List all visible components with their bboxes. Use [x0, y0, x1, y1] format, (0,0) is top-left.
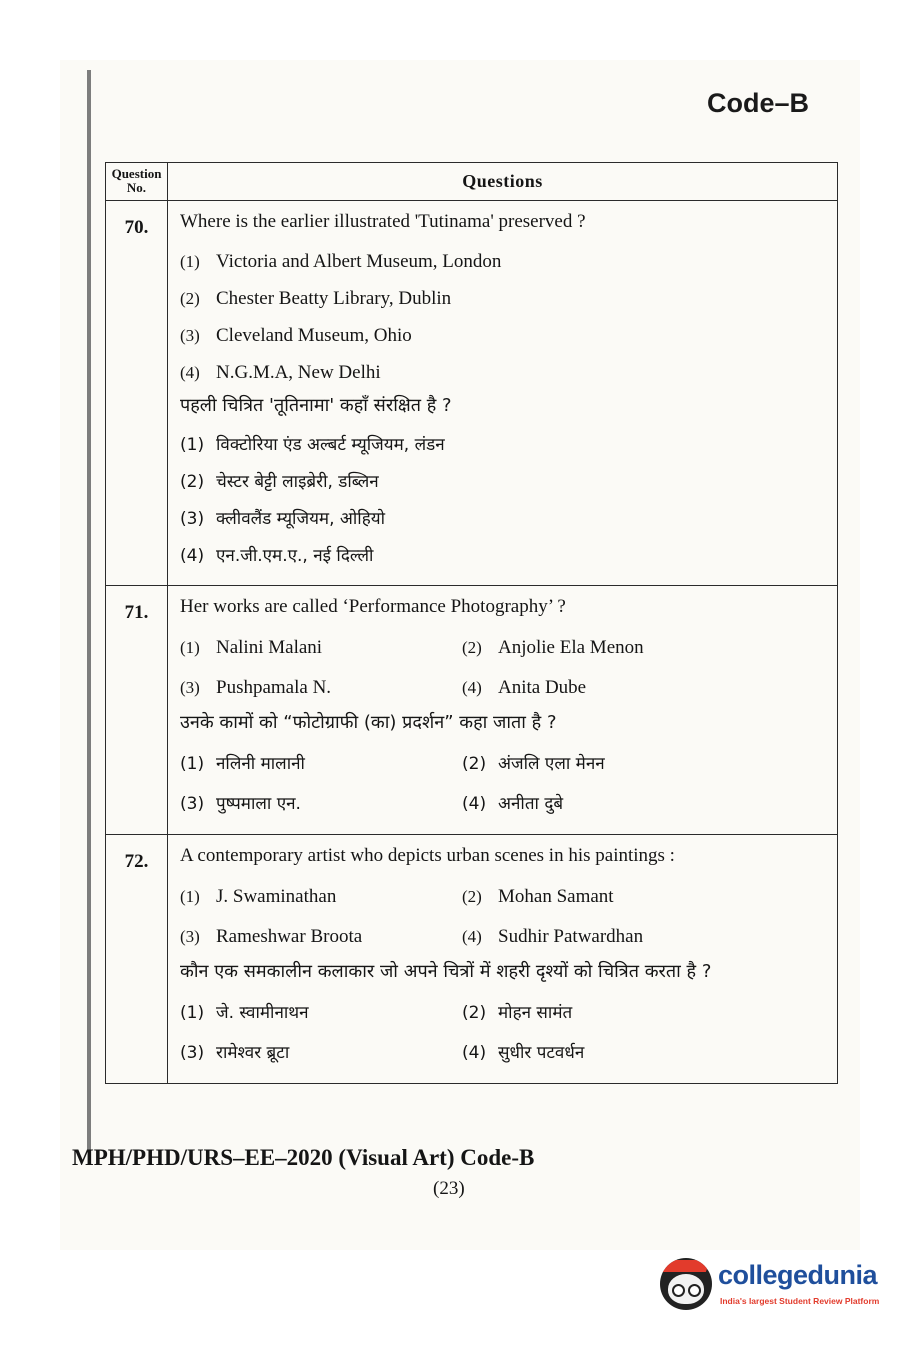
- option-number: (1): [180, 638, 200, 657]
- question-number: 72.: [106, 835, 168, 1084]
- question-text-hi: उनके कामों को “फोटोग्राफी (का) प्रदर्शन” कहा जाता है ?: [180, 712, 557, 733]
- question-body: [168, 586, 838, 835]
- option-text: Anita Dube: [498, 677, 587, 698]
- question-no-header-line1: Question: [111, 166, 162, 181]
- question-text-en: Where is the earlier illustrated 'Tutinama' preserved ?: [180, 211, 586, 232]
- option-text: मोहन सामंत: [498, 1003, 573, 1023]
- option-text: J. Swaminathan: [216, 886, 337, 907]
- option-number: (4): [462, 678, 482, 697]
- question-body: [168, 835, 838, 1084]
- option-text: विक्टोरिया एंड अल्बर्ट म्यूजियम, लंडन: [216, 435, 445, 455]
- option-number: (3): [180, 794, 205, 814]
- option-hi-4: [180, 538, 827, 575]
- option-text: एन.जी.एम.ए., नई दिल्ली: [216, 546, 374, 566]
- option-text: Victoria and Albert Museum, London: [216, 251, 502, 272]
- option-number: (3): [180, 326, 200, 345]
- option-number: (2): [462, 1003, 487, 1023]
- options-en-grid: [180, 877, 827, 957]
- option-hi-3: [180, 1033, 462, 1073]
- collegedunia-watermark: [660, 1254, 890, 1316]
- option-number: (1): [180, 1003, 205, 1023]
- brand-name: collegedunia: [718, 1260, 878, 1290]
- option-text: क्लीवलैंड म्यूजियम, ओहियो: [216, 509, 385, 529]
- option-number: (4): [462, 794, 487, 814]
- exam-footer-title: MPH/PHD/URS–EE–2020 (Visual Art) Code-B: [72, 1145, 535, 1170]
- option-text: जे. स्वामीनाथन: [216, 1003, 309, 1023]
- option-number: (2): [180, 472, 205, 492]
- option-text: Anjolie Ela Menon: [498, 637, 644, 658]
- option-text: Rameshwar Broota: [216, 926, 363, 947]
- mascot-icon: [660, 1258, 712, 1310]
- option-number: (1): [180, 887, 200, 906]
- option-text: Chester Beatty Library, Dublin: [216, 288, 452, 309]
- option-number: (2): [462, 754, 487, 774]
- option-en-3: [180, 668, 462, 708]
- option-text: Nalini Malani: [216, 637, 323, 658]
- option-hi-2: [180, 464, 827, 501]
- question-number: 70.: [106, 201, 168, 586]
- option-text: Sudhir Patwardhan: [498, 926, 644, 947]
- page-binding-edge: [87, 70, 91, 1150]
- option-en-4: [462, 668, 827, 708]
- question-row-70: [106, 201, 838, 586]
- option-en-1: [180, 877, 462, 917]
- option-text: अनीता दुबे: [498, 794, 564, 814]
- option-text: Pushpamala N.: [216, 677, 332, 698]
- option-hi-4: [462, 1033, 827, 1073]
- option-number: (3): [180, 678, 200, 697]
- table-header-row: [106, 163, 838, 201]
- option-en-3: [180, 317, 827, 354]
- page-number: (23): [433, 1178, 465, 1199]
- option-hi-3: [180, 501, 827, 538]
- question-text-en: Her works are called ‘Performance Photography’ ?: [180, 596, 566, 617]
- question-row-72: [106, 835, 838, 1084]
- question-body: [168, 201, 838, 586]
- option-hi-1: [180, 427, 827, 464]
- option-text: अंजलि एला मेनन: [498, 754, 605, 774]
- option-number: (1): [180, 435, 205, 455]
- option-hi-4: [462, 784, 827, 824]
- options-en-grid: [180, 628, 827, 708]
- question-text-en: A contemporary artist who depicts urban scenes in his paintings :: [180, 845, 675, 866]
- question-text-hi: कौन एक समकालीन कलाकार जो अपने चित्रों में शहरी दृश्यों को चित्रित करता है ?: [180, 961, 712, 982]
- option-number: (3): [180, 1043, 205, 1063]
- option-number: (4): [462, 927, 482, 946]
- question-row-71: [106, 586, 838, 835]
- questions-table: [105, 162, 838, 1084]
- option-number: (1): [180, 252, 200, 271]
- option-number: (1): [180, 754, 205, 774]
- option-number: (3): [180, 509, 205, 529]
- option-en-2: [180, 280, 827, 317]
- option-text: चेस्टर बेट्टी लाइब्रेरी, डब्लिन: [216, 472, 379, 492]
- questions-header: Questions: [168, 163, 838, 201]
- question-text-hi: पहली चित्रित 'तूतिनामा' कहाँ संरक्षित है ?: [180, 395, 452, 416]
- option-hi-1: [180, 744, 462, 784]
- option-en-2: [462, 877, 827, 917]
- option-hi-2: [462, 744, 827, 784]
- option-text: पुष्पमाला एन.: [216, 794, 301, 814]
- options-hi-grid: [180, 993, 827, 1073]
- option-en-2: [462, 628, 827, 668]
- brand-tagline: India's largest Student Review Platform: [720, 1296, 880, 1306]
- option-hi-2: [462, 993, 827, 1033]
- option-number: (2): [462, 638, 482, 657]
- option-number: (4): [180, 363, 200, 382]
- option-text: सुधीर पटवर्धन: [498, 1043, 585, 1063]
- option-number: (2): [462, 887, 482, 906]
- option-en-3: [180, 917, 462, 957]
- option-text: Cleveland Museum, Ohio: [216, 325, 412, 346]
- question-no-header-line2: No.: [126, 180, 147, 195]
- options-hi-grid: [180, 744, 827, 824]
- paper-code: Code–B: [706, 88, 809, 118]
- option-text: N.G.M.A, New Delhi: [216, 362, 381, 383]
- option-number: (2): [180, 289, 200, 308]
- option-en-4: [180, 354, 827, 391]
- option-text: Mohan Samant: [498, 886, 614, 907]
- option-hi-3: [180, 784, 462, 824]
- option-number: (3): [180, 927, 200, 946]
- option-en-4: [462, 917, 827, 957]
- option-text: रामेश्वर ब्रूटा: [216, 1043, 290, 1063]
- question-no-header: [106, 163, 168, 201]
- option-number: (4): [462, 1043, 487, 1063]
- option-hi-1: [180, 993, 462, 1033]
- option-en-1: [180, 243, 827, 280]
- option-en-1: [180, 628, 462, 668]
- option-text: नलिनी मालानी: [216, 754, 305, 774]
- question-number: 71.: [106, 586, 168, 835]
- option-number: (4): [180, 546, 205, 566]
